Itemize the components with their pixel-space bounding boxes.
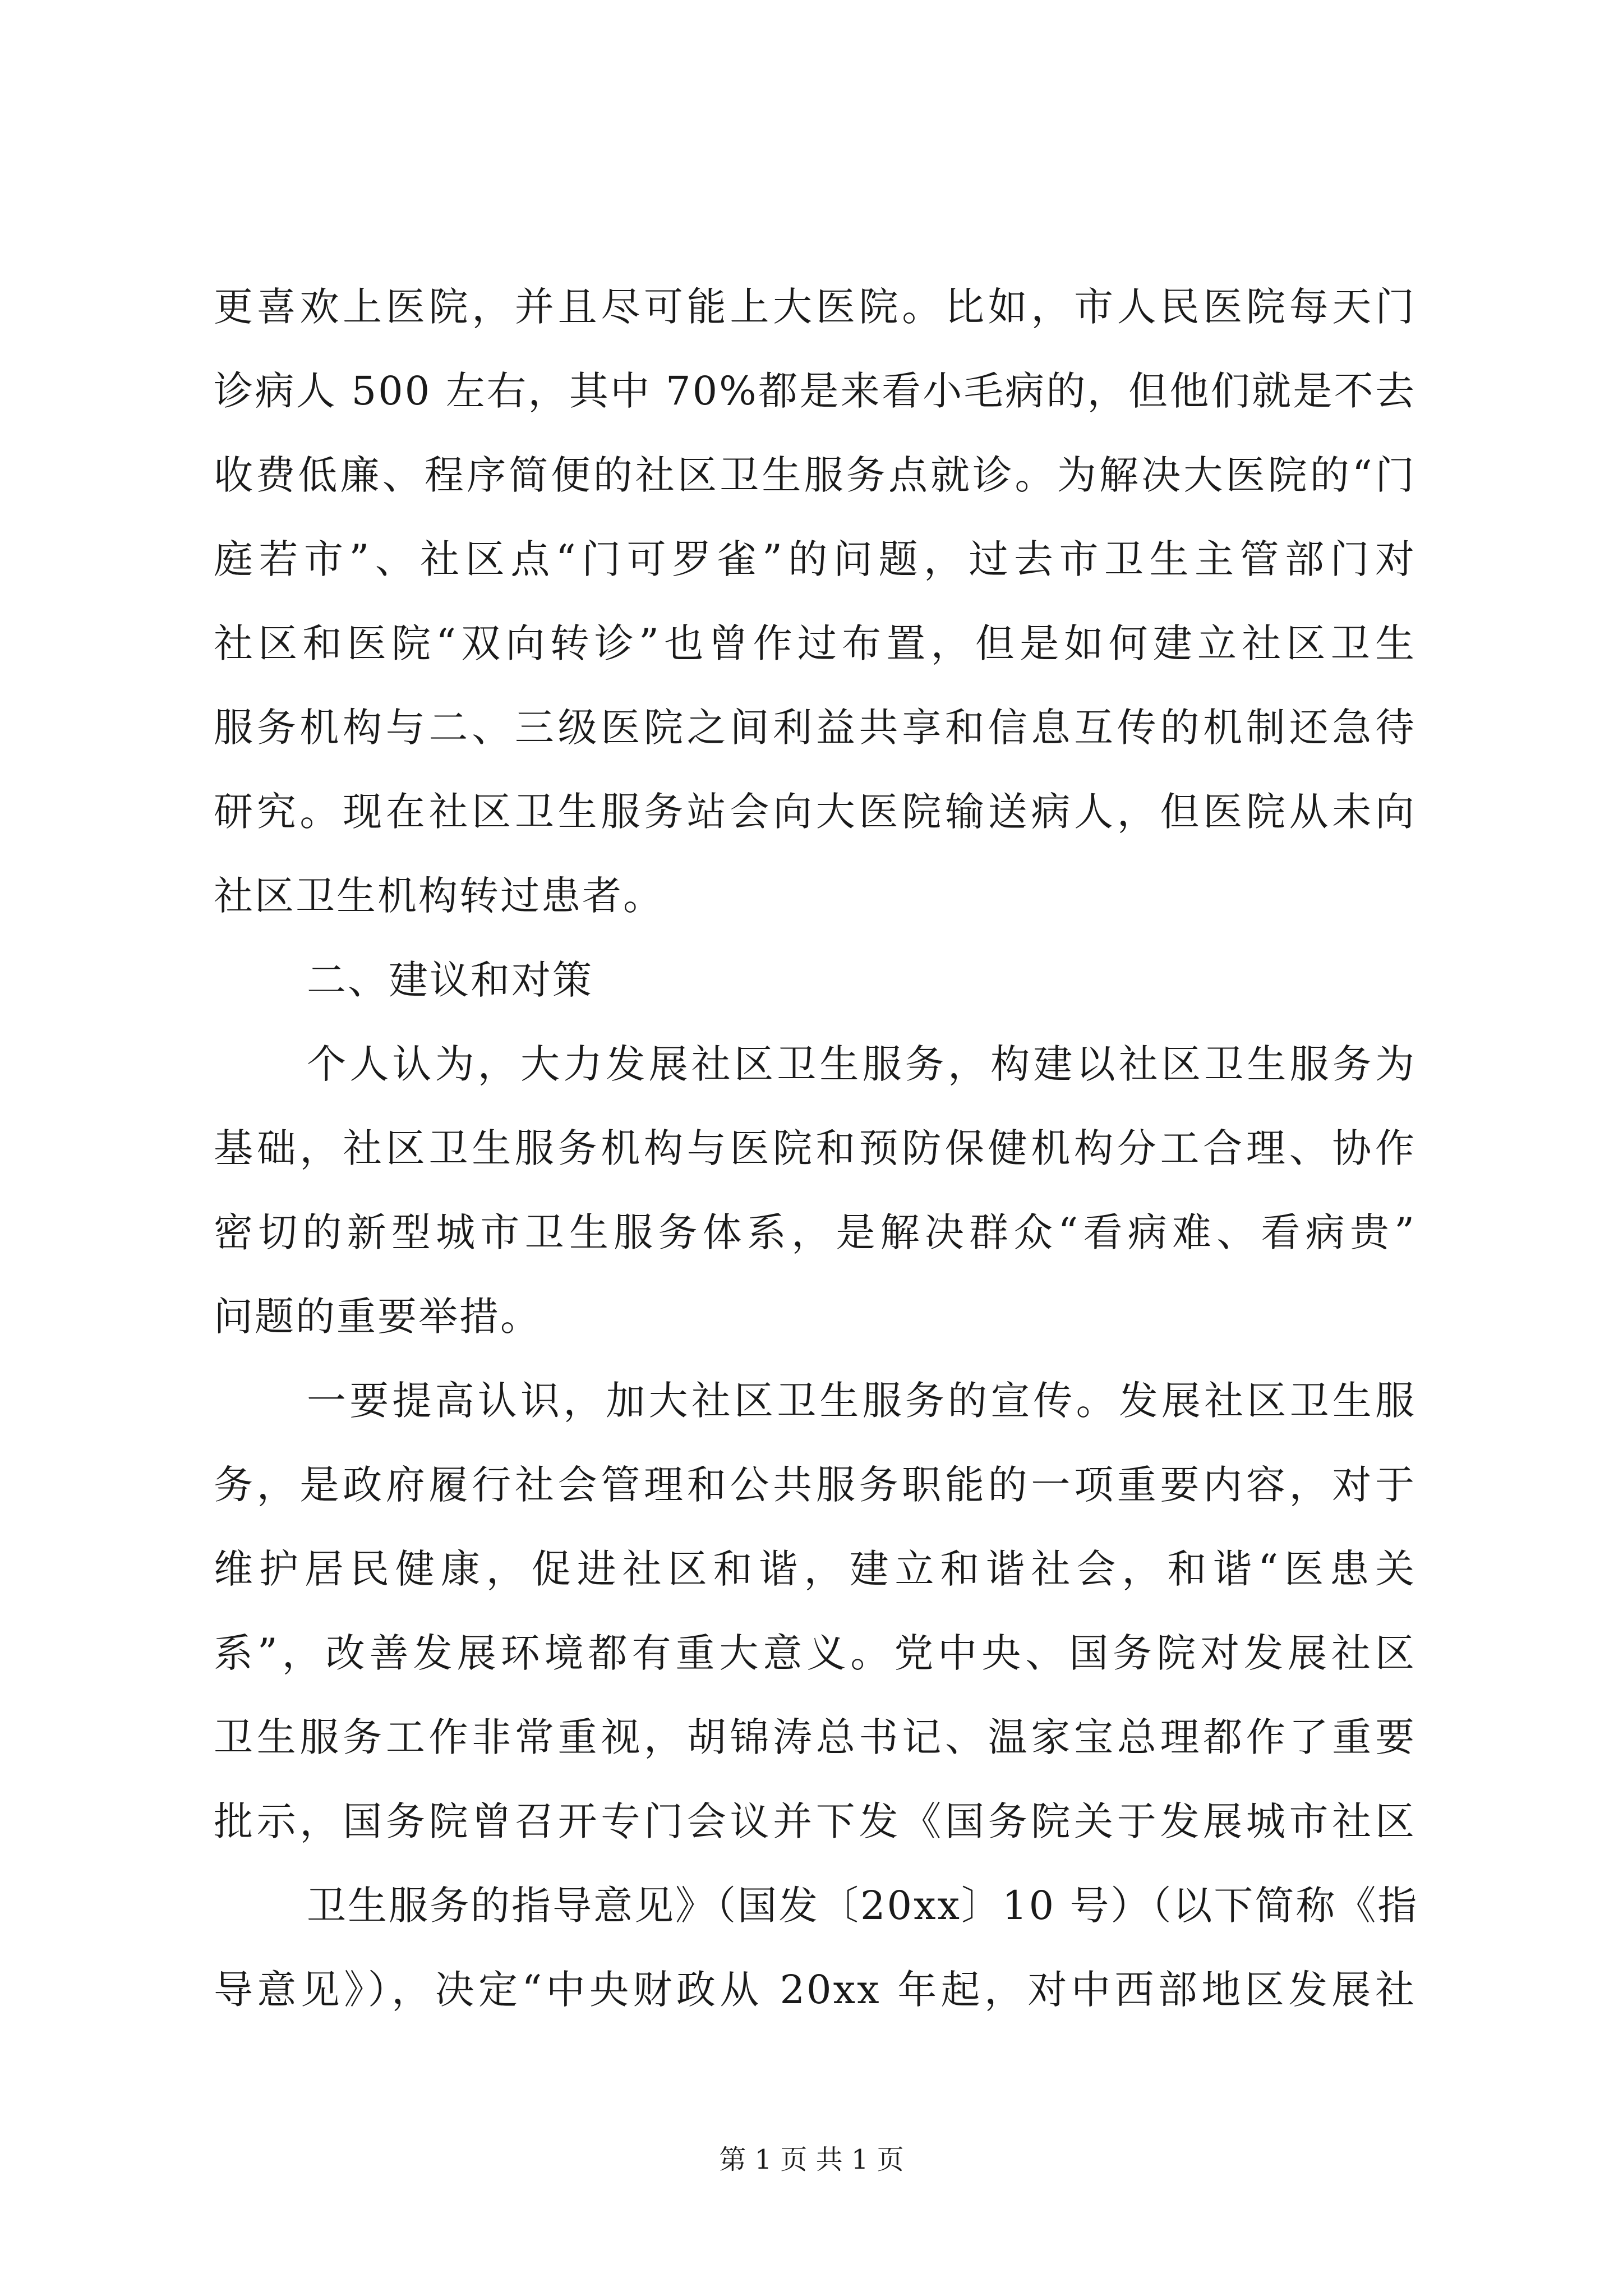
body-line: 社区和医院“双向转诊”也曾作过布置，但是如何建立社区卫生 [214, 620, 1416, 666]
body-line: 卫生服务的指导意见》（国发〔20xx〕10 号）（以下简称《指 [307, 1883, 1419, 1929]
body-line: 庭若市”、社区点“门可罗雀”的问题，过去市卫生主管部门对 [214, 536, 1416, 582]
body-line: 服务机构与二、三级医院之间利益共享和信息互传的机制还急待 [214, 705, 1416, 751]
body-line: 更喜欢上医院，并且尽可能上大医院。比如，市人民医院每天门 [214, 284, 1416, 330]
body-line: 研究。现在社区卫生服务站会向大医院输送病人，但医院从未向 [214, 789, 1416, 835]
body-line: 收费低廉、程序简便的社区卫生服务点就诊。为解决大医院的“门 [214, 452, 1416, 498]
body-line: 问题的重要举措。 [214, 1294, 541, 1340]
body-line: 批示，国务院曾召开专门会议并下发《国务院关于发展城市社区 [214, 1798, 1416, 1844]
body-line: 一要提高认识，加大社区卫生服务的宣传。发展社区卫生服 [307, 1378, 1416, 1424]
section-heading: 二、建议和对策 [307, 957, 593, 1003]
body-line: 基础，社区卫生服务机构与医院和预防保健机构分工合理、协作 [214, 1125, 1416, 1171]
body-line: 务，是政府履行社会管理和公共服务职能的一项重要内容，对于 [214, 1462, 1416, 1508]
body-line: 卫生服务工作非常重视，胡锦涛总书记、温家宝总理都作了重要 [214, 1714, 1416, 1760]
body-line: 社区卫生机构转过患者。 [214, 873, 664, 919]
page-footer: 第 1 页 共 1 页 [719, 2144, 904, 2175]
body-line: 导意见》），决定“中央财政从 20xx 年起，对中西部地区发展社 [214, 1967, 1416, 2013]
body-line: 个人认为，大力发展社区卫生服务，构建以社区卫生服务为 [307, 1041, 1416, 1087]
body-line: 诊病人 500 左右，其中 70%都是来看小毛病的，但他们就是不去 [214, 368, 1416, 414]
body-line: 维护居民健康，促进社区和谐，建立和谐社会，和谐“医患关 [214, 1546, 1416, 1592]
body-line: 系”，改善发展环境都有重大意义。党中央、国务院对发展社区 [214, 1630, 1416, 1676]
body-line: 密切的新型城市卫生服务体系，是解决群众“看病难、看病贵” [214, 1209, 1416, 1255]
